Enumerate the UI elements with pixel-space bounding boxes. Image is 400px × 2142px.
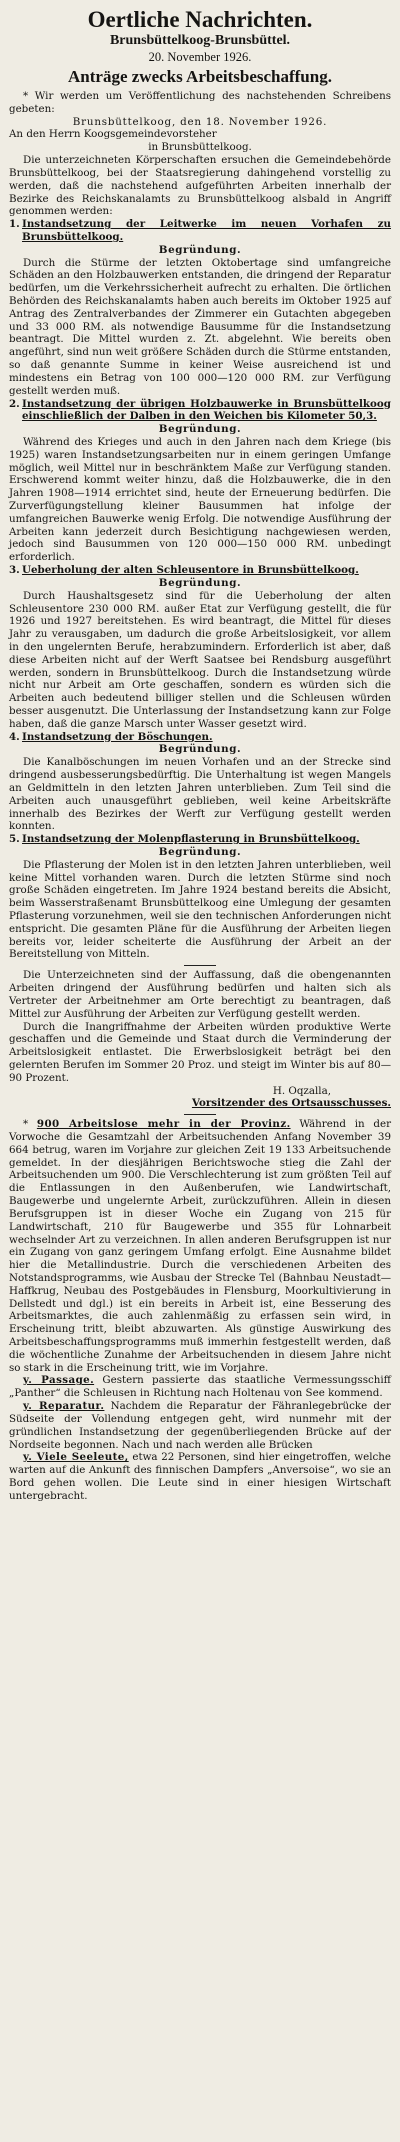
reason-label: Begründung. <box>158 423 242 436</box>
closing-paragraph: Die Unterzeichneten sind der Auffassung, daß die obengenannten Arbeiten dringend der Ausführung bedürfen und halten sich als Vertreter der Arbeitnehmer am Orte berechtigt zu beantragen, daß Mittel zur Ausführung der Arbeiten zur Verfügung gestellt werden. <box>9 969 391 1020</box>
article-title: Anträge zwecks Arbeitsbeschaffung. <box>68 67 332 86</box>
request-item-heading <box>9 218 391 244</box>
request-item-heading <box>9 564 391 577</box>
short-news-text: Nachdem die Reparatur der Fähranlegebrücke der Südseite der Vollendung entgegen geht, wird nunmehr mit der gründlichen Instandsetzung der gegenüberliegenden Brücke auf der Nordseite begonnen. Nach und nach werden alle Brücken <box>9 1400 391 1451</box>
signature-role: Vorsitzender des Ortsausschusses. <box>191 1097 391 1110</box>
article-body <box>9 90 391 1503</box>
letter-address-line: in Brunsbüttelkoog. <box>148 141 252 154</box>
letter-address-line: An den Herrn Koogsgemeindevorsteher <box>9 128 217 141</box>
locality-subheading: Brunsbüttelkoog-Brunsbüttel. <box>109 33 291 48</box>
request-item-heading <box>9 398 391 424</box>
reason-label: Begründung. <box>158 576 242 589</box>
closing-paragraph: Durch die Inangriffnahme der Arbeiten würden produktive Werte geschaffen und die Gemeinde und Staat durch die Verminderung der Arbeitslosigkeit entlastet. Die Erwerbslosigkeit beträgt bei den gelernten Berufen im Sommer 20 Proz. und steigt im Winter bis auf 80—90 Prozent. <box>9 1020 391 1084</box>
short-news-item <box>9 1451 391 1502</box>
short-news-item <box>9 1374 391 1400</box>
reason-text: Die Kanalböschungen im neuen Vorhafen und an der Strecke sind dringend ausbesserungsbedürftig. Die Unterhaltung ist wegen Mangels an Geldmitteln in den letzten Jahren unterblieben. Zum Teil sind die Arbeiten auch unausgeführt geblieben, weil keine Arbeitskräfte innerhalb des Bezirkes der Werft zur Verfügung gestellt werden konnten. <box>9 756 391 833</box>
divider <box>184 965 216 966</box>
item-number: 4. <box>9 730 20 743</box>
article-intro: * Wir werden um Veröffentlichung des nachstehenden Schreibens gebeten: <box>9 90 391 115</box>
reason-text: Die Pflasterung der Molen ist in den letzten Jahren unterblieben, weil keine Mittel vorhanden waren. Durch die letzten Stürme sind noch große Schäden eingetreten. Im Jahre 1924 bestand bereits die Absicht, beim Wasserstraßenamt Brunsbüttelkoog eine Umlegung der gesamten Pflasterung vorzunehmen, weil sie den technischen Anforderungen nicht entspricht. Die gesamten Pläne für die Ausführung der Arbeiten liegen bereits vor, leider scheiterte die Ausführung der Arbeit an der Bereitstellung von Mitteln. <box>9 858 391 961</box>
section-masthead: Oertliche Nachrichten. <box>87 7 313 32</box>
news-item-heading: 900 Arbeitslose mehr in der Provinz. <box>36 1118 291 1131</box>
short-news-label: y. Passage. <box>23 1374 95 1387</box>
reason-text: Durch Haushaltsgesetz sind für die Ueberholung der alten Schleusentore 230 000 RM. außer Etat zur Verfügung gestellt, die für 1926 und 1927 bereitstehen. Es wird beantragt, die Mittel für dieses Jahr zu verausgaben, um dadurch die große Arbeitslosigkeit, vor allem in den ungelernten Berufe, herabzumindern. Erforderlich ist aber, daß diese Arbeiten nicht auf der Werft Saatsee bei Rendsburg ausgeführt werden, sondern in Brunsbüttelkoog. Durch die Instandsetzung würde nicht nur Arbeit am Orte geschaffen, sondern es würden sich die Arbeiten auch bedeutend billiger stellen und die Schleusen würden besser ausgenutzt. Die Unterlassung der Instandsetzung kann zur Folge haben, daß die ganze Marsch unter Wasser gesetzt wird. <box>9 589 391 730</box>
news-item-arbeitslose: * 900 Arbeitslose mehr in der Provinz. Während in der Vorwoche die Gesamtzahl der Arbeitsuchenden Anfang November 39 664 betrug, waren im Vorjahre zur gleichen Zeit 19 133 Arbeitsuchende gemeldet. In der diesjährigen Berichtswoche stieg die Zahl der Arbeitsuchenden um 900. Die Verschlechterung ist zum größten Teil auf die Entlassungen in den Außenberufen, wie Landwirtschaft, Baugewerbe und ungelernte Arbeit, zurückzuführen. Allein in diesen Berufsgruppen ist in dieser Woche ein Zugang von 215 für Landwirtschaft, 210 für Baugewerbe und 355 für Lohnarbeit wechselnder Art zu verzeichnen. In allen anderen Berufsgruppen ist nur ein Zugang von ganz geringem Umfang erfolgt. Eine Ausnahme bildet hier die Metallindustrie. Durch die verschiedenen Arbeiten des Notstandsprogramms, wie Ausbau der Strecke Tel (Bahnbau Neustadt—Haffkrug, Neubau des Postgebäudes in Flensburg, Moorkultivierung in Dellstedt und dgl.) ist ein bereits in Arbeit ist, eine Besserung des Arbeitsmarktes, die auch zahlenmäßig zu erfassen sein wird, in Erscheinung tritt, bleibt abzuwarten. Als günstige Auswirkung des Arbeitsbeschaffungsprogramms muß immerhin festgestellt werden, daß die wöchentliche Zunahme der Arbeitsuchenden in diesem Jahre nicht so stark in die Erscheinung tritt, wie im Vorjahre. <box>9 1118 392 1374</box>
news-item-text: Während in der Vorwoche die Gesamtzahl der Arbeitsuchenden Anfang November 39 664 betrug, waren im Vorjahre zur gleichen Zeit 19 133 Arbeitsuchende gemeldet. In der diesjährigen Berichtswoche stieg die Zahl der Arbeitsuchenden um 900. Die Verschlechterung ist zum größten Teil auf die Entlassungen in den Außenberufen, wie Landwirtschaft, Baugewerbe und ungelernte Arbeit, zurückzuführen. Allein in diesen Berufsgruppen ist in dieser Woche ein Zugang von 215 für Landwirtschaft, 210 für Baugewerbe und 355 für Lohnarbeit wechselnder Art zu verzeichnen. In allen anderen Berufsgruppen ist nur ein Zugang von ganz geringem Umfang erfolgt. Eine Ausnahme bildet hier die Metallindustrie. Durch die verschiedenen Arbeiten des Notstandsprogramms, wie Ausbau der Strecke Tel (Bahnbau Neustadt—Haffkrug, Neubau des Postgebäudes in Flensburg, Moorkultivierung in Dellstedt und dgl.) ist ein bereits in Arbeit ist, eine Besserung des Arbeitsmarktes, die auch zahlenmäßig zu erfassen sein wird, in Erscheinung tritt, bleibt abzuwarten. Als günstige Auswirkung des Arbeitsbeschaffungsprogramms muß immerhin festgestellt werden, daß die wöchentliche Zunahme der Arbeitsuchenden in diesem Jahre nicht so stark in die Erscheinung tritt, wie im Vorjahre. <box>9 1118 392 1374</box>
letter-place-date: Brunsbüttelkoog, den 18. November 1926. <box>72 115 328 128</box>
short-news-label: y. Viele Seeleute, <box>23 1451 129 1464</box>
reason-label: Begründung. <box>158 243 242 256</box>
item-number: 3. <box>9 564 20 577</box>
item-heading-text: Instandsetzung der Molenpflasterung in Brunsbüttelkoog. <box>22 833 360 846</box>
short-news-text: etwa 22 Personen, sind hier eingetroffen, welche warten auf die Ankunft des finnischen Dampfers „Anversoise“, wo sie an Bord gehen wollen. Die Leute sind in einer hiesigen Wirtschaft untergebracht. <box>9 1451 391 1502</box>
divider <box>184 1114 216 1115</box>
item-heading-text: Ueberholung der alten Schleusentore in Brunsbüttelkoog. <box>22 564 359 577</box>
short-news-text: Gestern passierte das staatliche Vermessungsschiff „Panther“ die Schleusen in Richtung nach Holtenau von See kommend. <box>9 1374 391 1400</box>
reason-label: Begründung. <box>158 743 242 756</box>
signature-name: H. Oqzalla, <box>272 1084 331 1097</box>
item-number: 5. <box>9 833 20 846</box>
reason-text: Durch die Stürme der letzten Oktobertage sind umfangreiche Schäden an den Holzbauwerken entstanden, die dringend der Reparatur bedürfen, um die Verkehrssicherheit aufrecht zu erhalten. Die örtlichen Behörden des Reichskanalamts haben auch bereits im Oktober 1925 auf Antrag des Zentralverbandes der Zimmerer ein Gutachten abgegeben und 33 000 RM. als notwendige Bausumme für die Instandsetzung beantragt. Die Mittel wurden z. Zt. abgelehnt. Wie bereits oben angeführt, sind nun weit größere Schäden durch die Stürme entstanden, so daß genannte Summe in keiner Weise ausreichend ist und mindestens ein Betrag von 100 000—120 000 RM. zur Verfügung gestellt werden muß. <box>9 256 391 397</box>
item-heading-text: Instandsetzung der Leitwerke im neuen Vorhafen zu Brunsbüttelkoog. <box>22 218 391 243</box>
item-heading-text: Instandsetzung der übrigen Holzbauwerke in Brunsbüttelkoog einschließlich der Dalben in den Weichen bis Kilometer 50,3. <box>22 397 391 423</box>
short-news-item <box>9 1400 391 1451</box>
request-item-heading <box>9 833 391 846</box>
letter-lead: Die unterzeichneten Körperschaften ersuchen die Gemeindebehörde Brunsbüttelkoog, bei der Staatsregierung dahingehend vorstellig zu werden, daß die nachstehend aufgeführten Arbeiten innerhalb der Bezirke des Reichskanalamts zu Brunsbüttelkoog alsbald in Angriff genommen werden: <box>9 154 391 218</box>
item-number: 1. <box>9 218 20 231</box>
short-news-label: y. Reparatur. <box>23 1400 105 1413</box>
request-item-heading <box>9 731 391 744</box>
reason-text: Während des Krieges und auch in den Jahren nach dem Kriege (bis 1925) waren Instandsetzungsarbeiten nur in einem geringen Umfange möglich, weil Mittel nur in beschränktem Maße zur Verfügung standen. Erschwerend kommt weiter hinzu, daß die Holzbauwerke, die in den Jahren 1908—1914 errichtet sind, heute der Erneuerung bedürfen. Die Zurverfügungstellung kleiner Bausummen hat infolge der umfangreichen Bauwerke wenig Erfolg. Die notwendige Ausführung der Arbeiten kann jederzeit durch Besichtigung nachgewiesen werden, jedoch sind Bausummen von 120 000—150 000 RM. unbedingt erforderlich. <box>9 435 391 564</box>
item-heading-text: Instandsetzung der Böschungen. <box>22 730 213 743</box>
item-number: 2. <box>9 397 20 410</box>
issue-date: 20. November 1926. <box>148 50 252 64</box>
reason-label: Begründung. <box>158 845 242 858</box>
